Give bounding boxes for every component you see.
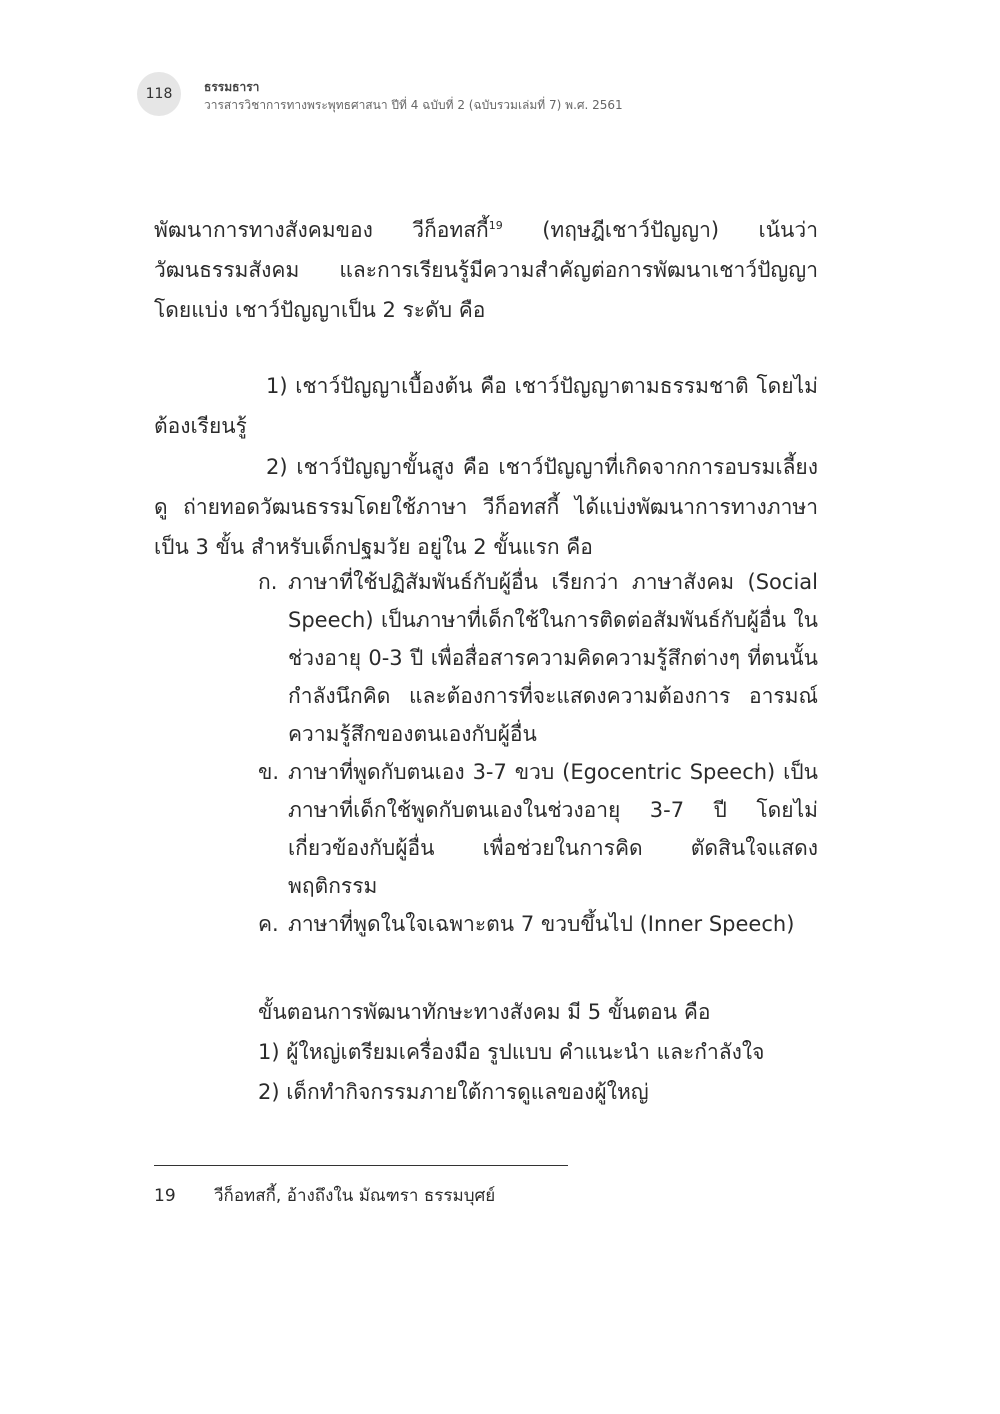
footnote-number: 19: [154, 1186, 176, 1206]
speech-stage-marker: ก.: [258, 570, 278, 594]
social-step-item: 1) ผู้ใหญ่เตรียมเครื่องมือ รูปแบบ คำแนะนำ และกำลังใจ: [258, 1040, 765, 1064]
speech-stage-text: ภาษาที่พูดกับตนเอง 3-7 ขวบ (Egocentric Speech) เป็นภาษาที่เด็กใช้พูดกับตนเองในช่วงอายุ 3-7 ปี โดยไม่เกี่ยวข้องกับผู้อื่น เพื่อช่วยในการคิด ตัดสินใจแสดงพฤติกรรม: [288, 760, 818, 898]
speech-stage-list: [258, 563, 818, 943]
footnote-divider: [154, 1165, 568, 1166]
page-number: 118: [137, 72, 181, 116]
speech-stage-item: [258, 563, 818, 753]
social-steps: [258, 992, 818, 1112]
social-steps-heading: ขั้นตอนการพัฒนาทักษะทางสังคม มี 5 ขั้นตอน คือ: [258, 1000, 711, 1024]
speech-stage-marker: ค.: [258, 912, 279, 936]
level-basic: 1) เชาว์ปัญญาเบื้องต้น คือ เชาว์ปัญญาตามธรรมชาติ โดยไม่ต้องเรียนรู้: [154, 374, 818, 438]
speech-stage-item: [258, 753, 818, 905]
footnote: [154, 1182, 495, 1210]
social-step-item: 2) เด็กทำกิจกรรมภายใต้การดูแลของผู้ใหญ่: [258, 1080, 649, 1104]
footnote-text: วีก็อทสกี้, อ้างถึงใน มัณฑรา ธรรมบุศย์: [214, 1186, 496, 1206]
speech-stage-text: ภาษาที่พูดในใจเฉพาะตน 7 ขวบขึ้นไป (Inner Speech): [288, 912, 795, 936]
intro-paragraph: [154, 210, 818, 330]
speech-stage-item: [258, 905, 818, 943]
journal-name: ธรรมธารา: [204, 80, 260, 94]
intro-text-start: พัฒนาการทางสังคมของ วีก็อทสกี้: [154, 218, 489, 242]
intro-text-end: (ทฤษฎีเชาว์ปัญญา) เน้นว่า วัฒนธรรมสังคม และการเรียนรู้มีความสำคัญต่อการพัฒนาเชาว์ปัญญา โดยแบ่ง เชาว์ปัญญาเป็น 2 ระดับ คือ: [154, 218, 818, 322]
speech-stage-marker: ข.: [258, 760, 280, 784]
footnote-reference[interactable]: 19: [488, 219, 503, 232]
speech-stage-text: ภาษาที่ใช้ปฏิสัมพันธ์กับผู้อื่น เรียกว่า ภาษาสังคม (Social Speech) เป็นภาษาที่เด็กใช้ในการติดต่อสัมพันธ์กับผู้อื่น ในช่วงอายุ 0-3 ปี เพื่อสื่อสารความคิดความรู้สึกต่างๆ ที่ตนนั้นกำลังนึกคิด และต้องการที่จะแสดงความต้องการ อารมณ์ ความรู้สึกของตนเองกับผู้อื่น: [288, 570, 818, 746]
level-advanced: 2) เชาว์ปัญญาขั้นสูง คือ เชาว์ปัญญาที่เกิดจากการอบรมเลี้ยงดู ถ่ายทอดวัฒนธรรมโดยใช้ภาษา วีก็อทสกี้ ได้แบ่งพัฒนาการทางภาษาเป็น 3 ขั้น สำหรับเด็กปฐมวัย อยู่ใน 2 ขั้นแรก คือ: [154, 455, 818, 559]
journal-issue: วารสารวิชาการทางพระพุทธศาสนา ปีที่ 4 ฉบับที่ 2 (ฉบับรวมเล่มที่ 7) พ.ศ. 2561: [204, 98, 623, 112]
